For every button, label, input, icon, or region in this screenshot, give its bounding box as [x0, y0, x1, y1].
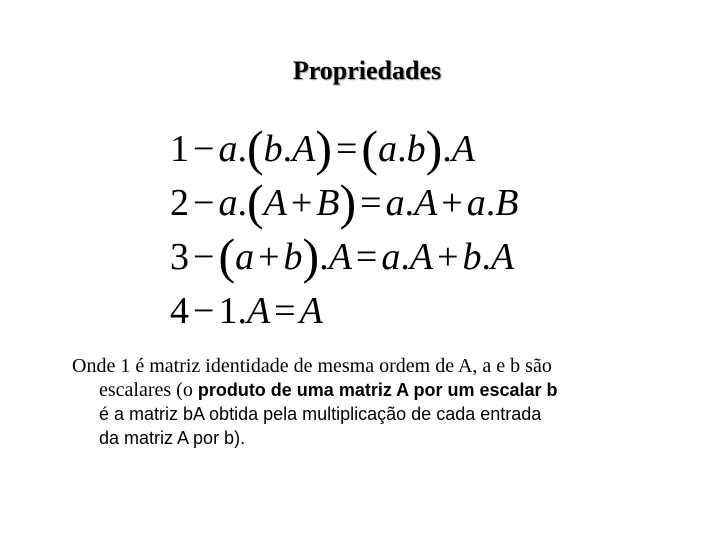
- formula-3: 3 −(a + b).A = a.A + b.A: [170, 228, 515, 284]
- note-line-3: é a matriz bA obtida pela multiplicação de cada entrada: [99, 404, 542, 424]
- formula-2: 2 − a.(A + B) = a.A + a.B: [170, 174, 519, 230]
- note-line-2-bold: produto de uma matriz A por um escalar b: [197, 380, 558, 400]
- formula-list: [170, 122, 590, 338]
- formula-4: 4 − 1.A = A: [170, 290, 323, 332]
- note-line-2: [72, 378, 672, 402]
- note-line-1: Onde 1 é matriz identidade de mesma ordem de A, a e b são: [72, 355, 552, 377]
- slide-title: Propriedades: [292, 56, 442, 85]
- explanation-text: [72, 354, 672, 450]
- note-line-2-start: escalares (o: [99, 379, 198, 401]
- formula-1: 1 − a.(b.A) =(a.b).A: [170, 120, 475, 176]
- note-line-4: da matriz A por b).: [99, 428, 246, 448]
